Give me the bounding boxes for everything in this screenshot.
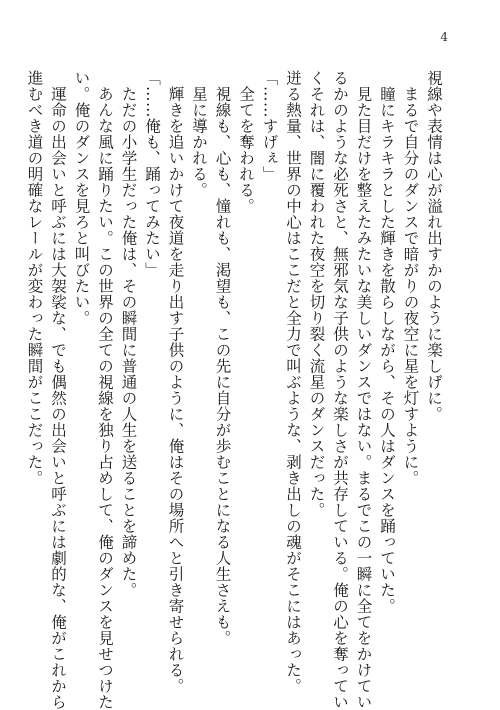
text-line: い。俺のダンスを見ろと叫びたい。 — [72, 70, 91, 326]
text-line: 視線も、心も、憧れも、渇望も、この先に自分が歩むことになる人生さえも。 — [213, 85, 232, 646]
text-line: 「……すげぇ」 — [260, 70, 279, 182]
text-line: 「……俺も、踊ってみたい」 — [143, 70, 161, 278]
text-line: 瞳にキラキラとした輝きを散らしながら、その人はダンスを踊っていた。 — [378, 85, 396, 614]
text-line: 視線や表情は心が溢れ出すかのように楽しげに。 — [425, 70, 443, 422]
text-line: 進むべき道の明確なレールが変わった瞬間がここだった。 — [25, 70, 44, 486]
text-line: 見た目だけを整えたみたいな美しいダンスではない。まるでこの一瞬に全てをかけてい — [354, 85, 373, 710]
text-line: 輝きを追いかけて夜道を走り出す子供のように、俺はその場所へと引き寄せられる。 — [166, 85, 185, 694]
text-line: 迸る熱量、世界の中心はここだと全力で叫ぶような、剥き出しの魂がそこにはあった。 — [284, 70, 302, 694]
text-line: あんな風に踊りたい。この世界の全ての視線を独り占めして、俺のダンスを見せつけた — [96, 85, 114, 710]
text-line: るかのような必死さと、無邪気な子供のような楽しさが共存している。俺の心を奪ってい — [331, 70, 349, 710]
body-text — [22, 70, 445, 710]
text-line: 星に導かれる。 — [190, 85, 208, 198]
text-line: まるで自分のダンスで暗がりの夜空に星を灯すように。 — [401, 85, 420, 486]
text-line: くそれは、闇に覆われた夜空を切り裂く流星のダンスだった。 — [307, 70, 326, 518]
text-line: ただの小学生だった俺は、その瞬間に普通の人生を送ることを諦めた。 — [119, 85, 138, 598]
text-line: 全てを奪われる。 — [237, 85, 255, 214]
text-line: 運命の出会いと呼ぶには大袈裟な、でも偶然の出会いと呼ぶには劇的な、俺がこれから — [49, 85, 67, 710]
page-number: 4 — [440, 30, 448, 44]
